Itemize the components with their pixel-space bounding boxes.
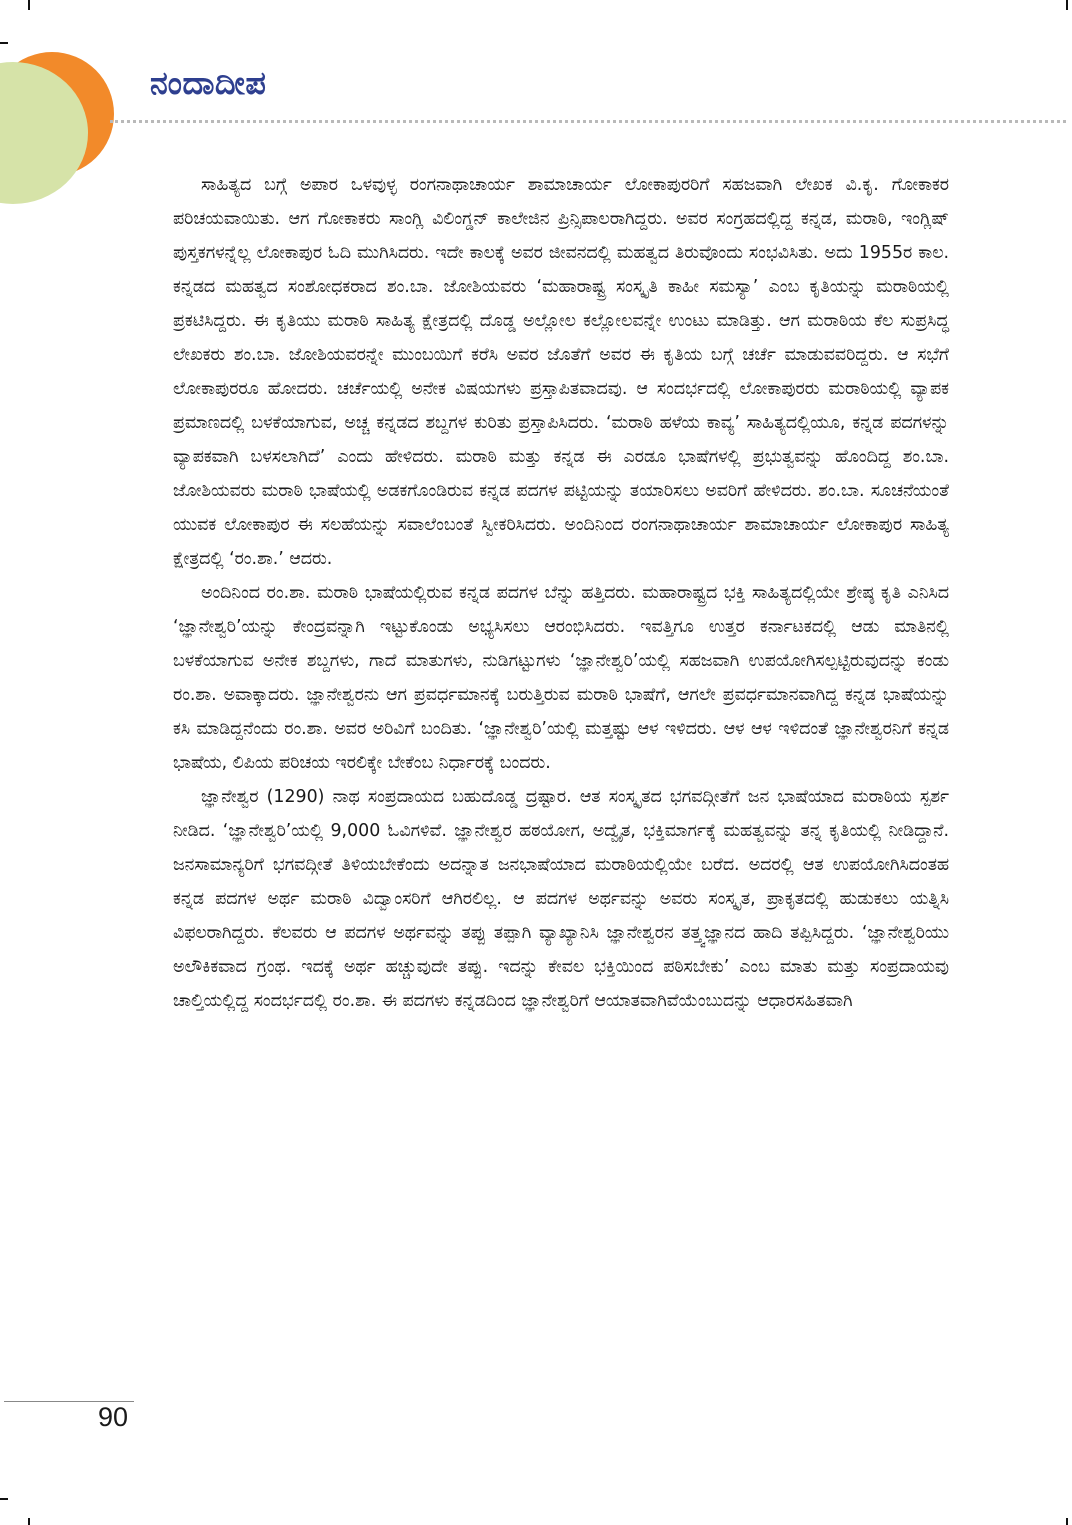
paragraph: ಸಾಹಿತ್ಯದ ಬಗ್ಗೆ ಅಪಾರ ಒಳವುಳ್ಳ ರಂಗನಾಥಾಚಾರ್ಯ ಶಾಮಾಚಾರ್ಯ ಲೋಕಾಪುರರಿಗೆ ಸಹಜವಾಗಿ ಲೇಖಕ ವಿ.ಕೃ. ಗೋಕಾಕರ ಪರಿಚಯವಾಯಿತು. ಆಗ ಗೋಕಾಕರು ಸಾಂಗ್ಲಿ ವಿಲಿಂಗ್ಡನ್ ಕಾಲೇಜಿನ ಪ್ರಿನ್ಸಿಪಾಲರಾಗಿದ್ದರು. ಅವರ ಸಂಗ್ರಹದಲ್ಲಿದ್ದ ಕನ್ನಡ, ಮರಾಠಿ, ಇಂಗ್ಲಿಷ್ ಪುಸ್ತಕಗಳನ್ನೆಲ್ಲ ಲೋಕಾಪುರ ಓದಿ ಮುಗಿಸಿದರು. ಇದೇ ಕಾಲಕ್ಕೆ ಅವರ ಜೀವನದಲ್ಲಿ ಮಹತ್ವದ ತಿರುವೊಂದು ಸಂಭವಿಸಿತು. ಅದು 1955ರ ಕಾಲ. ಕನ್ನಡದ ಮಹತ್ವದ ಸಂಶೋಧಕರಾದ ಶಂ.ಬಾ. ಜೋಶಿಯವರು ‘ಮಹಾರಾಷ್ಟ್ರ ಸಂಸ್ಕೃತಿ ಕಾಹೀ ಸಮಸ್ಯಾ’ ಎಂಬ ಕೃತಿಯನ್ನು ಮರಾಠಿಯಲ್ಲಿ ಪ್ರಕಟಿಸಿದ್ದರು. ಈ ಕೃತಿಯು ಮರಾಠಿ ಸಾಹಿತ್ಯ ಕ್ಷೇತ್ರದಲ್ಲಿ ದೊಡ್ಡ ಅಲ್ಲೋಲ ಕಲ್ಲೋಲವನ್ನೇ ಉಂಟು ಮಾಡಿತ್ತು. ಆಗ ಮರಾಠಿಯ ಕೆಲ ಸುಪ್ರಸಿದ್ಧ ಲೇಖಕರು ಶಂ.ಬಾ. ಜೋಶಿಯವರನ್ನೇ ಮುಂಬಯಿಗೆ ಕರೆಸಿ ಅವರ ಜೊತೆಗೆ ಅವರ ಈ ಕೃತಿಯ ಬಗ್ಗೆ ಚರ್ಚೆ ಮಾಡುವವರಿದ್ದರು. ಆ ಸಭೆಗೆ ಲೋಕಾಪುರರೂ ಹೋದರು. ಚರ್ಚೆಯಲ್ಲಿ ಅನೇಕ ವಿಷಯಗಳು ಪ್ರಸ್ತಾಪಿತವಾದವು. ಆ ಸಂದರ್ಭದಲ್ಲಿ ಲೋಕಾಪುರರು ಮರಾಠಿಯಲ್ಲಿ ವ್ಯಾಪಕ ಪ್ರಮಾಣದಲ್ಲಿ ಬಳಕೆಯಾಗುವ, ಅಚ್ಚ ಕನ್ನಡದ ಶಬ್ದಗಳ ಕುರಿತು ಪ್ರಸ್ತಾಪಿಸಿದರು. ‘ಮರಾಠಿ ಹಳೆಯ ಕಾವ್ಯ’ ಸಾಹಿತ್ಯದಲ್ಲಿಯೂ, ಕನ್ನಡ ಪದಗಳನ್ನು ವ್ಯಾಪಕವಾಗಿ ಬಳಸಲಾಗಿದೆ’ ಎಂದು ಹೇಳಿದರು. ಮರಾಠಿ ಮತ್ತು ಕನ್ನಡ ಈ ಎರಡೂ ಭಾಷೆಗಳಲ್ಲಿ ಪ್ರಭುತ್ವವನ್ನು ಹೊಂದಿದ್ದ ಶಂ.ಬಾ. ಜೋಶಿಯವರು ಮರಾಠಿ ಭಾಷೆಯಲ್ಲಿ ಅಡಕಗೊಂಡಿರುವ ಕನ್ನಡ ಪದಗಳ ಪಟ್ಟಿಯನ್ನು ತಯಾರಿಸಲು ಅವರಿಗೆ ಹೇಳಿದರು. ಶಂ.ಬಾ. ಸೂಚನೆಯಂತೆ ಯುವಕ ಲೋಕಾಪುರ ಈ ಸಲಹೆಯನ್ನು ಸವಾಲೆಂಬಂತೆ ಸ್ವೀಕರಿಸಿದರು. ಅಂದಿನಿಂದ ರಂಗನಾಥಾಚಾರ್ಯ ಶಾಮಾಚಾರ್ಯ ಲೋಕಾಪುರ ಸಾಹಿತ್ಯ ಕ್ಷೇತ್ರದಲ್ಲಿ ‘ರಂ.ಶಾ.’ ಆದರು. xyxy=(173,175,949,569)
crop-mark-top-right xyxy=(1066,0,1068,10)
crop-mark-bottom-left xyxy=(28,1518,30,1525)
paragraph: ಅಂದಿನಿಂದ ರಂ.ಶಾ. ಮರಾಠಿ ಭಾಷೆಯಲ್ಲಿರುವ ಕನ್ನಡ ಪದಗಳ ಬೆನ್ನು ಹತ್ತಿದರು. ಮಹಾರಾಷ್ಟ್ರದ ಭಕ್ತಿ ಸಾಹಿತ್ಯದಲ್ಲಿಯೇ ಶ್ರೇಷ್ಠ ಕೃತಿ ಎನಿಸಿದ ‘ಜ್ಞಾನೇಶ್ವರಿ’ಯನ್ನು ಕೇಂದ್ರವನ್ನಾಗಿ ಇಟ್ಟುಕೊಂಡು ಅಭ್ಯಸಿಸಲು ಆರಂಭಿಸಿದರು. ಇವತ್ತಿಗೂ ಉತ್ತರ ಕರ್ನಾಟಕದಲ್ಲಿ ಆಡು ಮಾತಿನಲ್ಲಿ ಬಳಕೆಯಾಗುವ ಅನೇಕ ಶಬ್ದಗಳು, ಗಾದೆ ಮಾತುಗಳು, ನುಡಿಗಟ್ಟುಗಳು ‘ಜ್ಞಾನೇಶ್ವರಿ’ಯಲ್ಲಿ ಸಹಜವಾಗಿ ಉಪಯೋಗಿಸಲ್ಪಟ್ಟಿರುವುದನ್ನು ಕಂಡು ರಂ.ಶಾ. ಅವಾಕ್ಕಾದರು. ಜ್ಞಾನೇಶ್ವರನು ಆಗ ಪ್ರವರ್ಧಮಾನಕ್ಕೆ ಬರುತ್ತಿರುವ ಮರಾಠಿ ಭಾಷೆಗೆ, ಆಗಲೇ ಪ್ರವರ್ಧಮಾನವಾಗಿದ್ದ ಕನ್ನಡ ಭಾಷೆಯನ್ನು ಕಸಿ ಮಾಡಿದ್ದನೆಂದು ರಂ.ಶಾ. ಅವರ ಅರಿವಿಗೆ ಬಂದಿತು. ‘ಜ್ಞಾನೇಶ್ವರಿ’ಯಲ್ಲಿ ಮತ್ತಷ್ಟು ಆಳ ಇಳಿದರು. ಆಳ ಆಳ ಇಳಿದಂತೆ ಜ್ಞಾನೇಶ್ವರನಿಗೆ ಕನ್ನಡ ಭಾಷೆಯ, ಲಿಪಿಯ ಪರಿಚಯ ಇರಲಿಕ್ಕೇ ಬೇಕೆಂಬ ನಿರ್ಧಾರಕ್ಕೆ ಬಂದರು. xyxy=(173,583,949,773)
crop-mark-top-left xyxy=(28,0,30,10)
crop-mark-left-lower xyxy=(0,1498,8,1500)
crop-mark-left-upper xyxy=(0,42,8,44)
crop-mark-bottom-right xyxy=(1066,1518,1068,1525)
body-text xyxy=(173,168,949,1018)
page-number: 90 xyxy=(98,1402,129,1432)
running-header-title: ನಂದಾದೀಪ xyxy=(150,64,267,102)
header-dotted-rule xyxy=(110,120,1066,123)
paragraph: ಜ್ಞಾನೇಶ್ವರ (1290) ನಾಥ ಸಂಪ್ರದಾಯದ ಬಹುದೊಡ್ಡ ದ್ರಷ್ಟಾರ. ಆತ ಸಂಸ್ಕೃತದ ಭಗವದ್ಗೀತೆಗೆ ಜನ ಭಾಷೆಯಾದ ಮರಾಠಿಯ ಸ್ಪರ್ಶ ನೀಡಿದ. ‘ಜ್ಞಾನೇಶ್ವರಿ’ಯಲ್ಲಿ 9,000 ಓವಿಗಳಿವೆ. ಜ್ಞಾನೇಶ್ವರ ಹಠಯೋಗ, ಅದ್ವೈತ, ಭಕ್ತಿಮಾರ್ಗಕ್ಕೆ ಮಹತ್ವವನ್ನು ತನ್ನ ಕೃತಿಯಲ್ಲಿ ನೀಡಿದ್ದಾನೆ. ಜನಸಾಮಾನ್ಯರಿಗೆ ಭಗವದ್ಗೀತೆ ತಿಳಿಯಬೇಕೆಂದು ಅದನ್ನಾತ ಜನಭಾಷೆಯಾದ ಮರಾಠಿಯಲ್ಲಿಯೇ ಬರೆದ. ಅದರಲ್ಲಿ ಆತ ಉಪಯೋಗಿಸಿದಂತಹ ಕನ್ನಡ ಪದಗಳ ಅರ್ಥ ಮರಾಠಿ ವಿದ್ವಾಂಸರಿಗೆ ಆಗಿರಲಿಲ್ಲ. ಆ ಪದಗಳ ಅರ್ಥವನ್ನು ಅವರು ಸಂಸ್ಕೃತ, ಪ್ರಾಕೃತದಲ್ಲಿ ಹುಡುಕಲು ಯತ್ನಿಸಿ ವಿಫಲರಾಗಿದ್ದರು. ಕೆಲವರು ಆ ಪದಗಳ ಅರ್ಥವನ್ನು ತಪ್ಪು ತಪ್ಪಾಗಿ ವ್ಯಾಖ್ಯಾನಿಸಿ ಜ್ಞಾನೇಶ್ವರನ ತತ್ತ್ವಜ್ಞಾನದ ಹಾದಿ ತಪ್ಪಿಸಿದ್ದರು. ‘ಜ್ಞಾನೇಶ್ವರಿಯು ಅಲೌಕಿಕವಾದ ಗ್ರಂಥ. ಇದಕ್ಕೆ ಅರ್ಥ ಹಚ್ಚುವುದೇ ತಪ್ಪು. ಇದನ್ನು ಕೇವಲ ಭಕ್ತಿಯಿಂದ ಪಠಿಸಬೇಕು’ ಎಂಬ ಮಾತು ಮತ್ತು ಸಂಪ್ರದಾಯವು ಚಾಲ್ತಿಯಲ್ಲಿದ್ದ ಸಂದರ್ಭದಲ್ಲಿ ರಂ.ಶಾ. ಈ ಪದಗಳು ಕನ್ನಡದಿಂದ ಜ್ಞಾನೇಶ್ವರಿಗೆ ಆಯಾತವಾಗಿವೆಯೆಂಬುದನ್ನು ಆಧಾರಸಹಿತವಾಗಿ xyxy=(173,787,949,1011)
